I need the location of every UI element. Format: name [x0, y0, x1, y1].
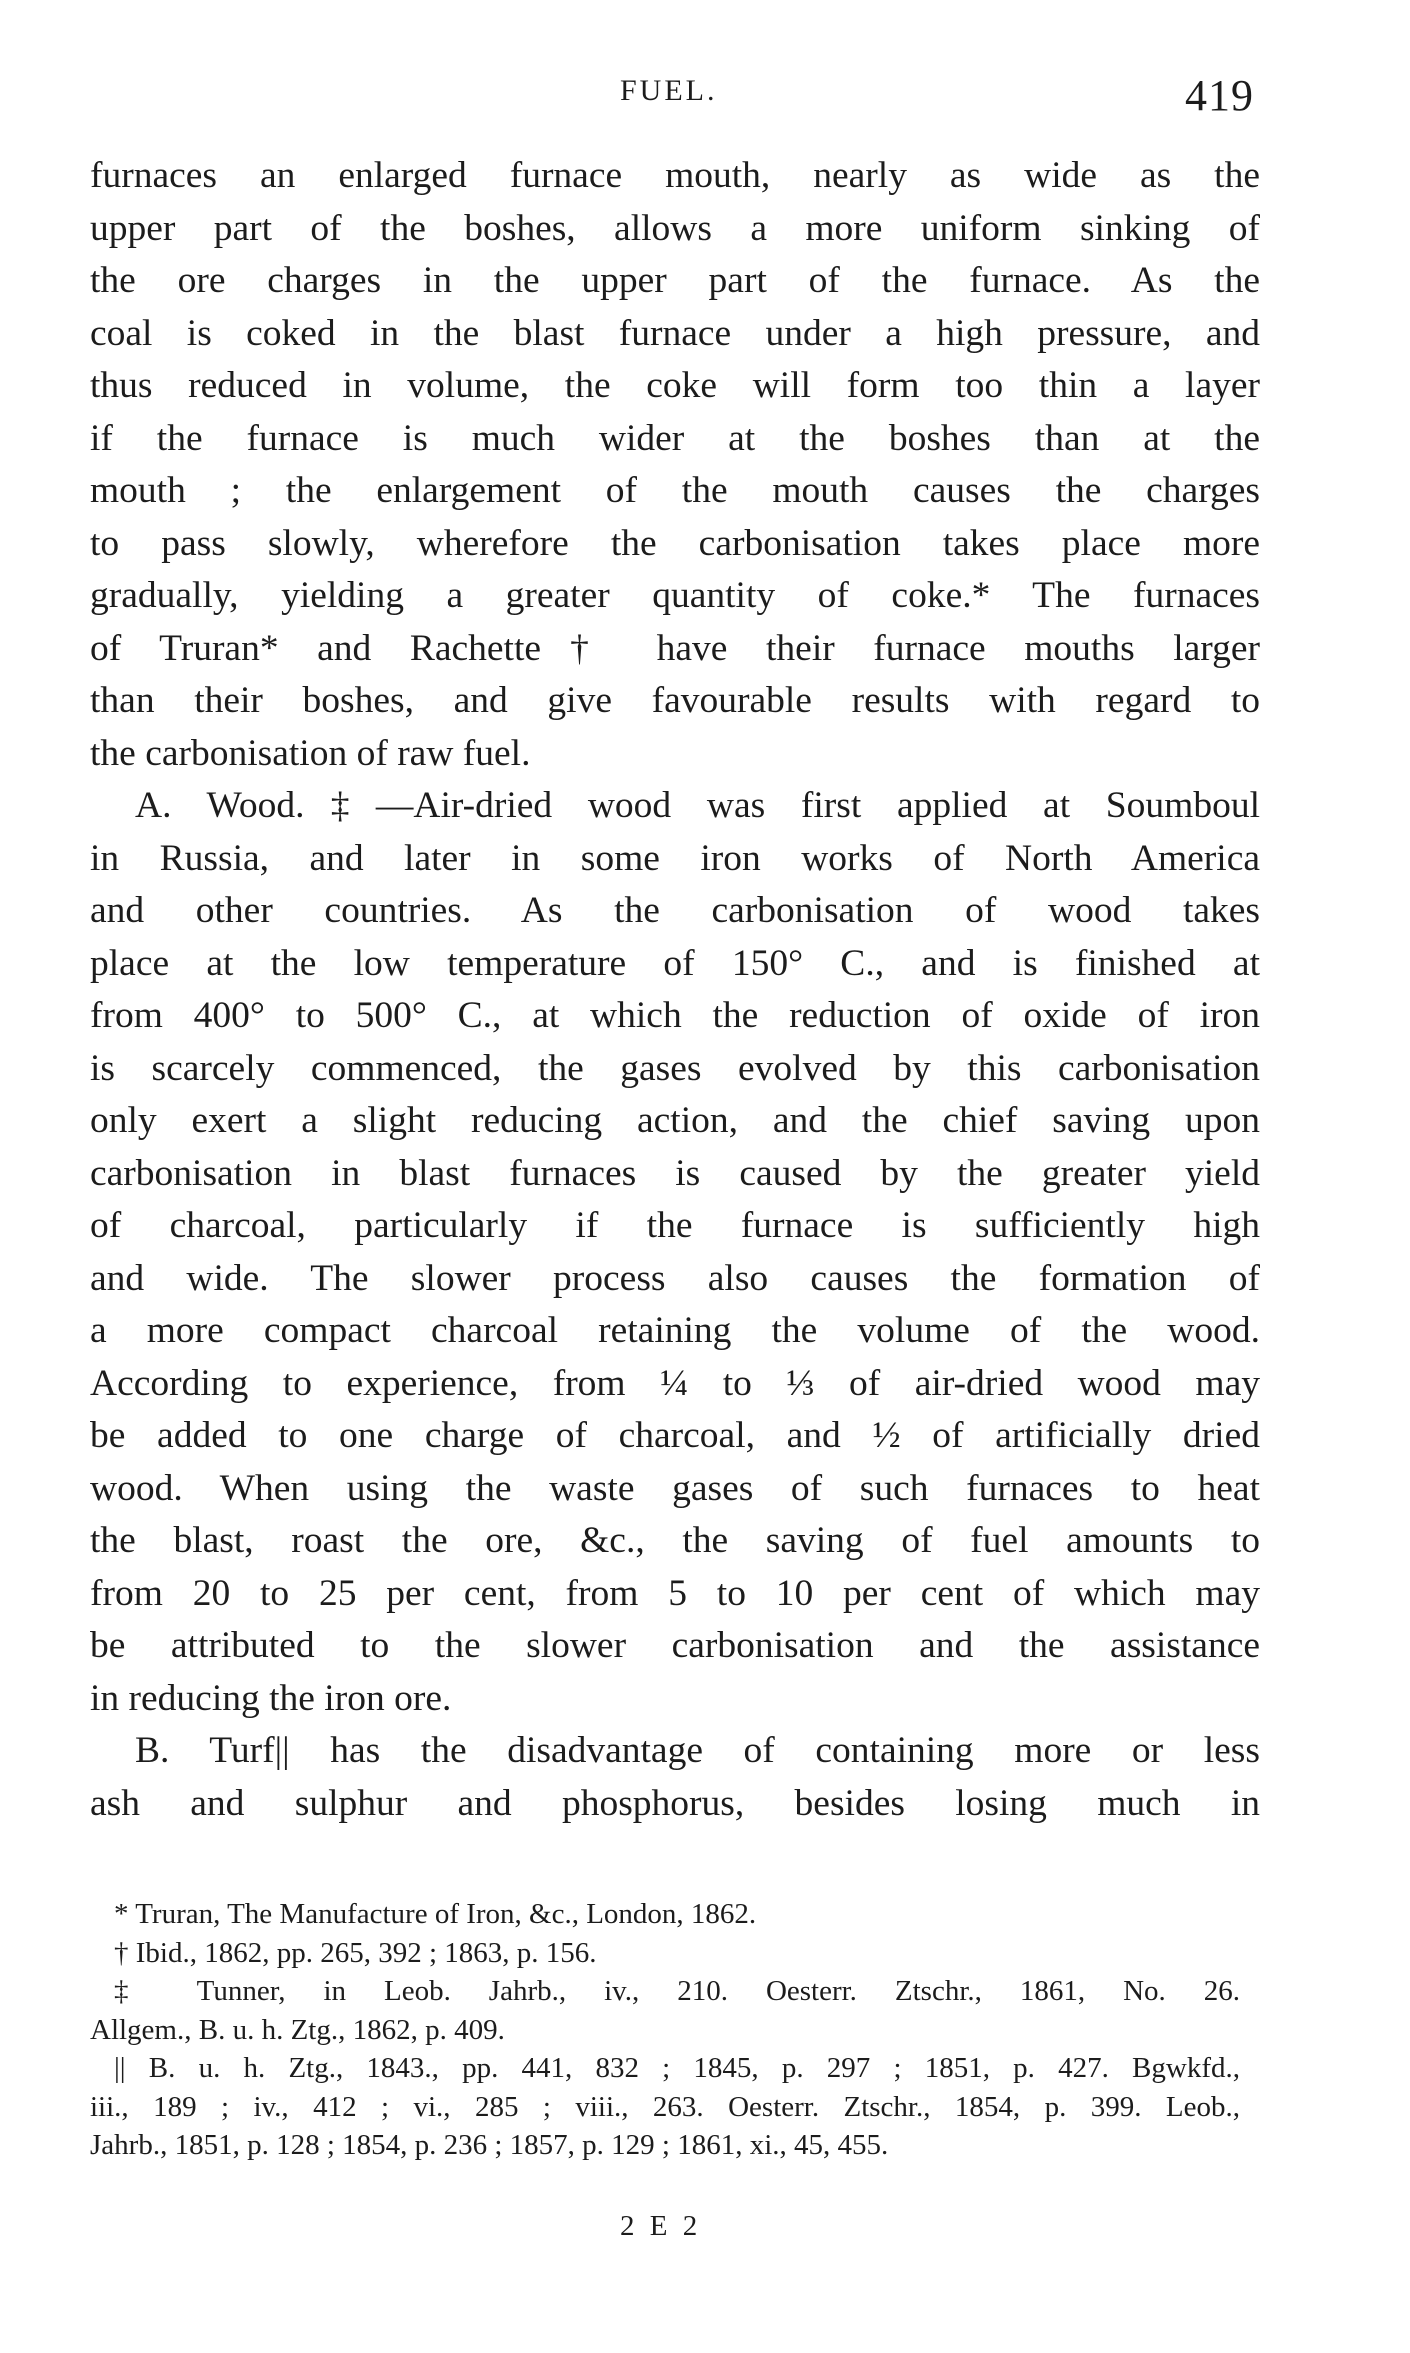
footnote-line: iii., 189 ; iv., 412 ; vi., 285 ; viii., 263. Oesterr. Ztschr., 1854, p. 399. Leob.,	[90, 2090, 1240, 2123]
body-line: and wide. The slower process also causes the formation of	[90, 1257, 1260, 1299]
footnotes	[90, 1895, 1240, 2165]
body-line: and other countries. As the carbonisation of wood takes	[90, 890, 1260, 931]
body-line: the blast, roast the ore, &c., the saving of fuel amounts to	[90, 1520, 1260, 1561]
body-line: furnaces an enlarged furnace mouth, nearly as wide as the	[90, 155, 1260, 196]
body-line: the ore charges in the upper part of the furnace. As the	[90, 260, 1260, 301]
footnote-line: † Ibid., 1862, pp. 265, 392 ; 1863, p. 156.	[114, 1936, 597, 1969]
body-line: if the furnace is much wider at the boshes than at the	[90, 417, 1260, 459]
body-line: the carbonisation of raw fuel.	[90, 732, 531, 774]
page-number: 419	[1185, 71, 1254, 120]
printer-signature: 2 E 2	[620, 2210, 702, 2242]
footnote-line: * Truran, The Manufacture of Iron, &c., London, 1862.	[114, 1898, 757, 1930]
body-line: than their boshes, and give favourable results with regard to	[90, 680, 1260, 721]
body-line: mouth ; the enlargement of the mouth causes the charges	[90, 470, 1260, 511]
body-line: place at the low temperature of 150° C., and is finished at	[90, 942, 1260, 984]
body-line: in reducing the iron ore.	[90, 1677, 452, 1719]
body-line: only exert a slight reducing action, and the chief saving upon	[90, 1100, 1260, 1141]
body-line: from 20 to 25 per cent, from 5 to 10 per cent of which may	[90, 1572, 1260, 1614]
section-heading-wood: A. Wood.‡—Air-dried wood was first applied at Soumboul	[135, 785, 1260, 826]
page-header	[0, 62, 1410, 122]
body-line: be attributed to the slower carbonisation and the assistance	[90, 1625, 1260, 1666]
body-line: to pass slowly, wherefore the carbonisation takes place more	[90, 522, 1260, 564]
body-line: coal is coked in the blast furnace under a high pressure, and	[90, 312, 1260, 354]
body-line: thus reduced in volume, the coke will form too thin a layer	[90, 365, 1260, 406]
body-line: be added to one charge of charcoal, and ½ of artificially dried	[90, 1415, 1260, 1456]
footnote-line: ‡ Tunner, in Leob. Jahrb., iv., 210. Oesterr. Ztschr., 1861, No. 26.	[114, 1975, 1240, 2007]
running-head: FUEL.	[620, 74, 718, 107]
footnote-line: Jahrb., 1851, p. 128 ; 1854, p. 236 ; 1857, p. 129 ; 1861, xi., 45, 455.	[90, 2129, 889, 2161]
body-line: upper part of the boshes, allows a more uniform sinking of	[90, 207, 1260, 249]
body-text	[90, 150, 1260, 1830]
body-line: gradually, yielding a greater quantity of coke.* The furnaces	[90, 575, 1260, 616]
body-line: a more compact charcoal retaining the volume of the wood.	[90, 1310, 1260, 1351]
body-line: of charcoal, particularly if the furnace is sufficiently high	[90, 1205, 1260, 1246]
body-line: According to experience, from ¼ to ⅓ of air-dried wood may	[90, 1362, 1260, 1404]
body-line: of Truran* and Rachette† have their furnace mouths larger	[90, 627, 1260, 669]
footnote-line: Allgem., B. u. h. Ztg., 1862, p. 409.	[90, 2013, 505, 2046]
body-line: wood. When using the waste gases of such furnaces to heat	[90, 1467, 1260, 1509]
body-line: from 400° to 500° C., at which the reduction of oxide of iron	[90, 995, 1260, 1036]
body-line: ash and sulphur and phosphorus, besides losing much in	[90, 1782, 1260, 1824]
body-line: in Russia, and later in some iron works of North America	[90, 837, 1260, 879]
footnote-line: || B. u. h. Ztg., 1843., pp. 441, 832 ; 1845, p. 297 ; 1851, p. 427. Bgwkfd.,	[114, 2052, 1240, 2084]
body-line: carbonisation in blast furnaces is caused by the greater yield	[90, 1152, 1260, 1194]
body-line: is scarcely commenced, the gases evolved by this carbonisation	[90, 1047, 1260, 1089]
section-heading-turf: B. Turf|| has the disadvantage of containing more or less	[135, 1730, 1260, 1771]
